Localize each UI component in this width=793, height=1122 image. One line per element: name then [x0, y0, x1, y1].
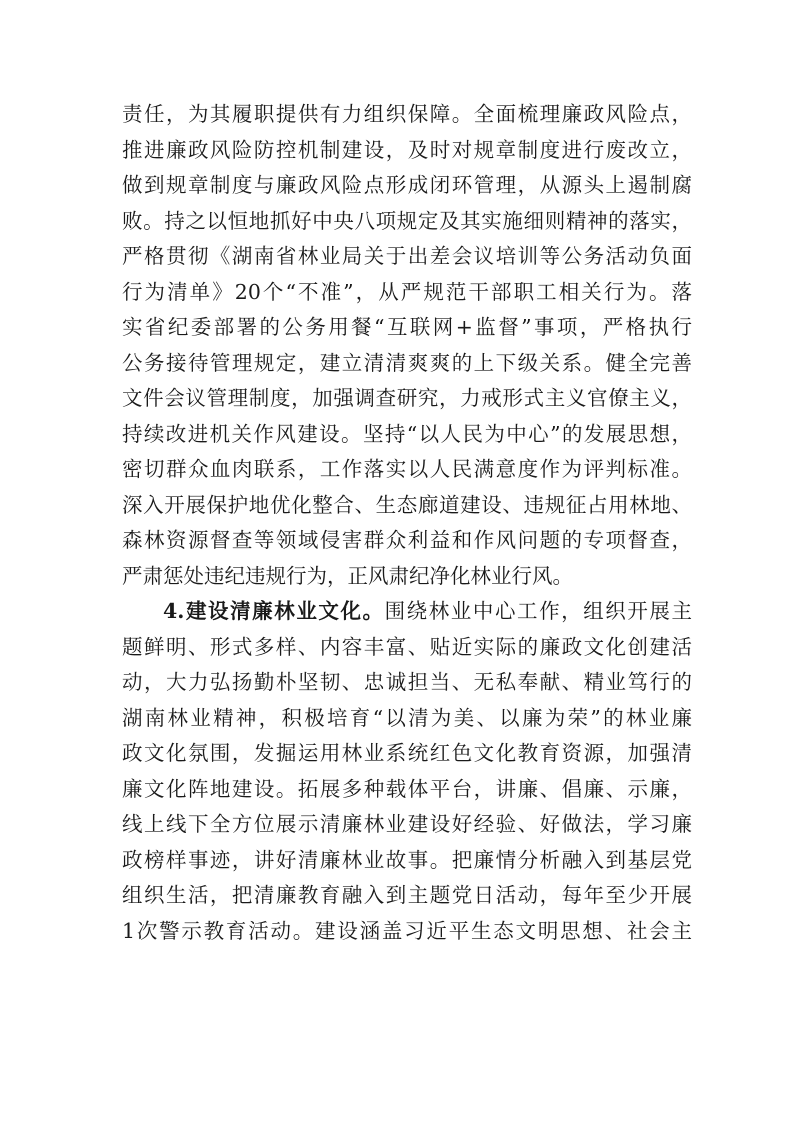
text-line: 组织生活，把清廉教育融入到主题党日活动，每年至少开展	[122, 883, 692, 907]
text-line: 政榜样事迹，讲好清廉林业故事。把廉情分析融入到基层党	[122, 847, 692, 872]
paragraph-1	[122, 97, 692, 594]
text-line: 行为清单》20个“不准”，从严规范干部职工相关行为。落	[122, 279, 692, 304]
text-line: 推进廉政风险防控机制建设，及时对规章制度进行废改立，	[122, 137, 692, 162]
text-line: 严格贯彻《湖南省林业局关于出差会议培训等公务活动负面	[122, 244, 692, 268]
text-line: 政文化氛围，发掘运用林业系统红色文化教育资源，加强清	[122, 741, 692, 765]
text-line: 动，大力弘扬勤朴坚韧、忠诚担当、无私奉献、精业笃行的	[122, 670, 692, 694]
section-heading: 4.建设清廉林业文化。	[163, 599, 385, 623]
text-line: 败。持之以恒地抓好中央八项规定及其实施细则精神的落实，	[122, 208, 692, 233]
text-line: 1次警示教育活动。建设涵盖习近平生态文明思想、社会主	[122, 918, 692, 943]
text-line: 文件会议管理制度，加强调查研究，力戒形式主义官僚主义，	[122, 386, 692, 410]
paragraph-2	[122, 594, 692, 949]
text-fragment: 围绕林业中心工作，组织开展主	[384, 599, 692, 623]
text-line: 湖南林业精神，积极培育“以清为美、以廉为荣”的林业廉	[122, 705, 692, 730]
text-line: 廉文化阵地建设。拓展多种载体平台，讲廉、倡廉、示廉，	[122, 776, 692, 801]
text-line: 深入开展保护地优化整合、生态廊道建设、违规征占用林地、	[122, 492, 692, 517]
text-line-first	[122, 594, 692, 630]
text-line: 线上线下全方位展示清廉林业建设好经验、好做法，学习廉	[122, 812, 692, 836]
text-line: 实省纪委部署的公务用餐“互联网+监督”事项，严格执行	[122, 315, 692, 339]
text-line: 题鲜明、形式多样、内容丰富、贴近实际的廉政文化创建活	[122, 634, 692, 659]
text-line: 严肃惩处违纪违规行为，正风肃纪净化林业行风。	[122, 563, 573, 588]
text-line: 持续改进机关作风建设。坚持“以人民为中心”的发展思想，	[122, 421, 692, 446]
body-text	[122, 97, 692, 949]
text-line: 森林资源督查等领域侵害群众利益和作风问题的专项督查，	[122, 528, 692, 552]
text-line: 做到规章制度与廉政风险点形成闭环管理，从源头上遏制腐	[122, 173, 692, 197]
text-line: 公务接待管理规定，建立清清爽爽的上下级关系。健全完善	[122, 350, 692, 375]
text-line: 责任，为其履职提供有力组织保障。全面梳理廉政风险点，	[122, 102, 692, 126]
text-line: 密切群众血肉联系，工作落实以人民满意度作为评判标准。	[122, 457, 692, 481]
